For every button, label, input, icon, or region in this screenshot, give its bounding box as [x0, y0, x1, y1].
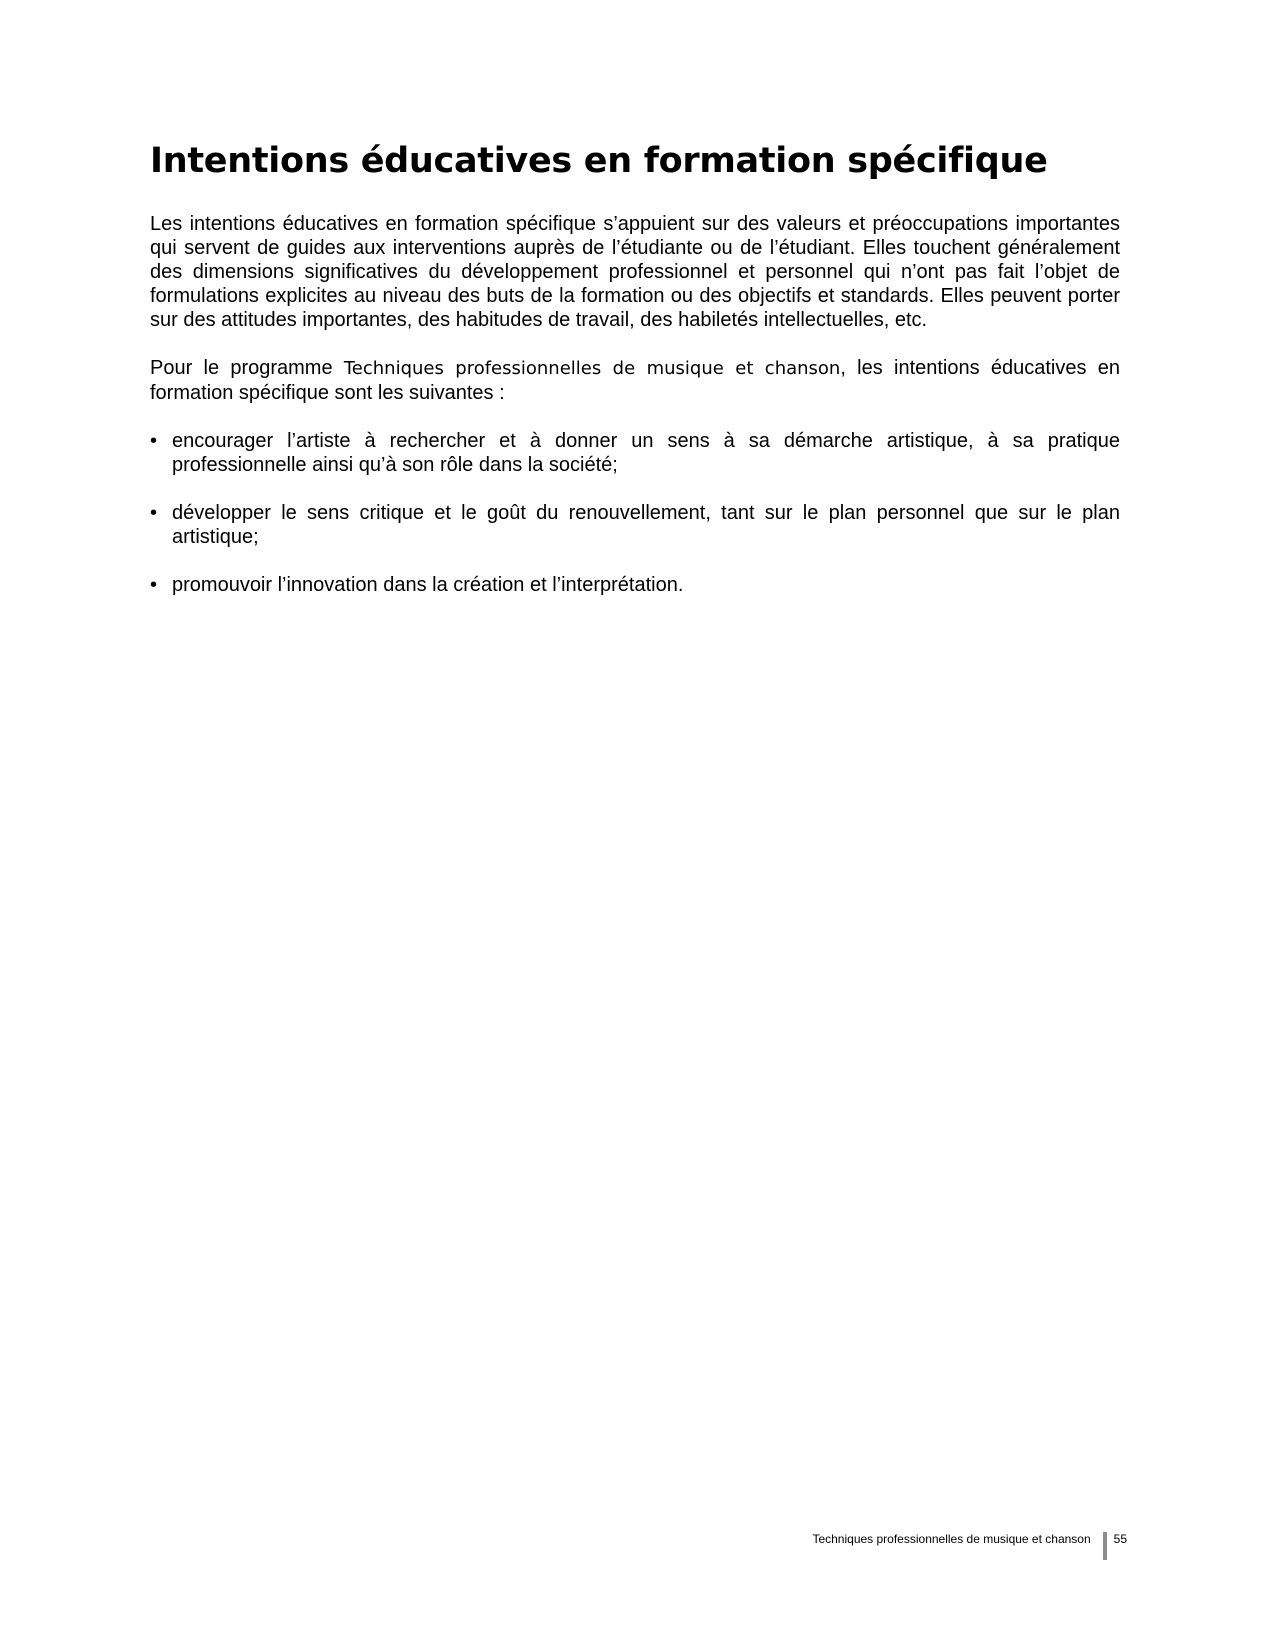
- document-body: [150, 140, 1120, 621]
- program-name: Techniques professionnelles de musique et chanson: [343, 358, 841, 379]
- program-paragraph-tail: , les intentions éducatives en formation spécifique sont les suivantes :: [150, 357, 1120, 404]
- bullet-icon: •: [150, 502, 158, 524]
- list-item-text: développer le sens critique et le goût du renouvellement, tant sur le plan personnel que sur le plan artistique;: [172, 502, 1120, 548]
- page-footer: [812, 1532, 1127, 1560]
- list-item: [150, 429, 1120, 477]
- program-paragraph: [150, 356, 1120, 405]
- intro-paragraph: Les intentions éducatives en formation spécifique s’appuient sur des valeurs et préoccupations importantes qui servent de guides aux interventions auprès de l’étudiante ou de l’étudiant. Elles touchent généralement des dimensions significatives du développement professionnel et personnel qui n’ont pas fait l’objet de formulations explicites au niveau des buts de la formation ou des objectifs et standards. Elles peuvent porter sur des attitudes importantes, des habitudes de travail, des habiletés intellectuelles, etc.: [150, 213, 1120, 331]
- intentions-list: [150, 429, 1120, 597]
- page-number: 55: [1113, 1532, 1127, 1546]
- list-item: [150, 501, 1120, 549]
- list-item: [150, 573, 1120, 597]
- list-item-text: encourager l’artiste à rechercher et à donner un sens à sa démarche artistique, à sa pratique professionnelle ainsi qu’à son rôle dans la société;: [172, 430, 1120, 476]
- footer-program-name: Techniques professionnelles de musique et chanson: [812, 1532, 1091, 1546]
- program-paragraph-lead: Pour le programme: [150, 357, 344, 379]
- list-item-text: promouvoir l’innovation dans la création et l’interprétation.: [172, 574, 684, 596]
- footer-divider: [1103, 1532, 1107, 1560]
- bullet-icon: •: [150, 430, 158, 452]
- page-title: Intentions éducatives en formation spécifique: [150, 141, 1048, 181]
- bullet-icon: •: [150, 574, 158, 596]
